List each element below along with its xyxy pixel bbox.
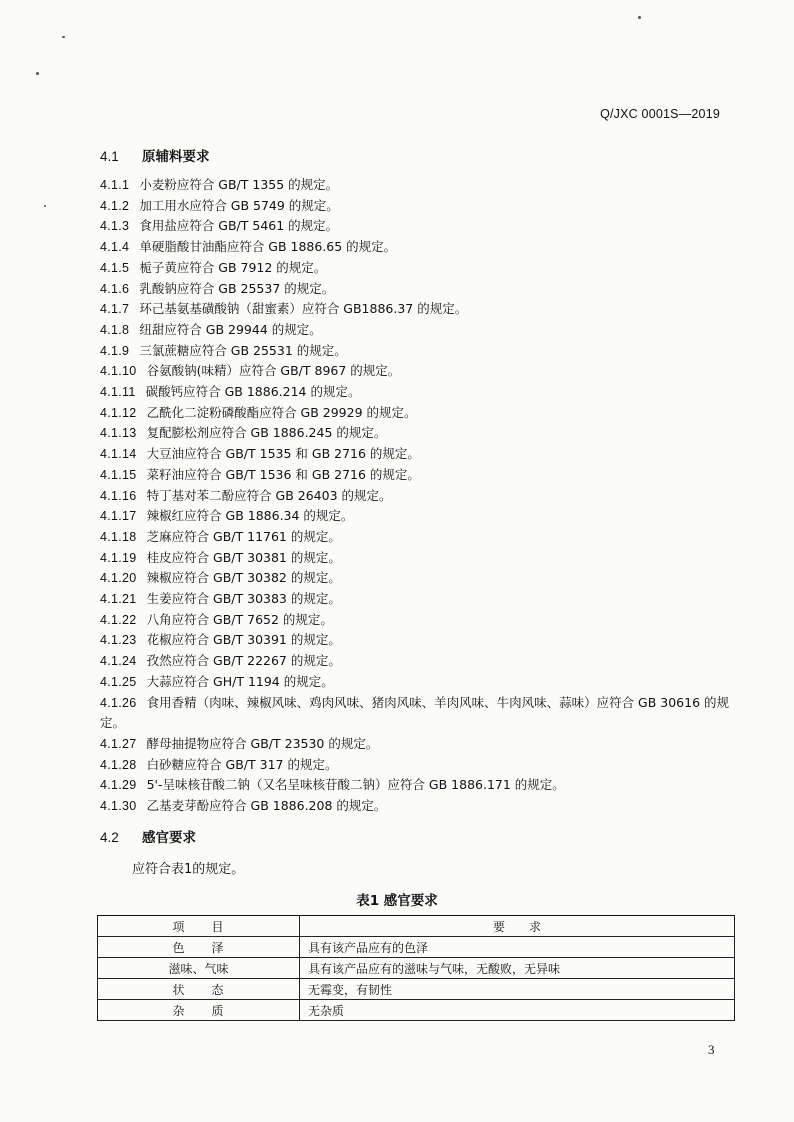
document-code: Q/JXC 0001S—2019 — [600, 107, 720, 121]
section-title: 原辅料要求 — [142, 149, 210, 165]
list-item: 4.1.17 辣椒红应符合 GB 1886.34 的规定。 — [100, 508, 354, 524]
column-header-requirement: 要 求 — [300, 916, 735, 937]
list-item: 4.1.4 单硬脂酸甘油酯应符合 GB 1886.65 的规定。 — [100, 239, 397, 255]
list-item: 4.1.11 碳酸钙应符合 GB 1886.214 的规定。 — [100, 384, 361, 400]
table-row — [98, 937, 735, 958]
table-cell: 具有该产品应有的滋味与气味，无酸败，无异味 — [300, 958, 735, 979]
table-cell: 色 泽 — [98, 937, 300, 958]
table-caption: 表1 感官要求 — [356, 893, 438, 909]
table-cell: 滋味、气味 — [98, 958, 300, 979]
scan-speck — [62, 36, 65, 38]
list-item: 4.1.7 环己基氨基磺酸钠（甜蜜素）应符合 GB1886.37 的规定。 — [100, 301, 468, 317]
list-item: 4.1.26 食用香精（肉味、辣椒风味、鸡肉风味、猪肉风味、羊肉风味、牛肉风味、蒜味）应符合 GB 30616 的规定。 — [100, 694, 730, 731]
section-number: 4.2 — [100, 830, 119, 845]
list-item: 4.1.21 生姜应符合 GB/T 30383 的规定。 — [100, 591, 341, 607]
scan-speck — [36, 72, 39, 75]
raw-material-list — [100, 175, 740, 817]
table-row — [98, 979, 735, 1000]
table-cell: 无杂质 — [300, 1000, 735, 1021]
list-item: 4.1.19 桂皮应符合 GB/T 30381 的规定。 — [100, 549, 341, 565]
list-item: 4.1.14 大豆油应符合 GB/T 1535 和 GB 2716 的规定。 — [100, 446, 420, 462]
list-item: 4.1.23 花椒应符合 GB/T 30391 的规定。 — [100, 632, 341, 648]
list-item: 4.1.10 谷氨酸钠(味精）应符合 GB/T 8967 的规定。 — [100, 363, 401, 379]
page-number: 3 — [708, 1042, 715, 1057]
section-number: 4.1 — [100, 149, 119, 164]
sensory-intro-text: 应符合表1的规定。 — [132, 862, 245, 877]
table-cell: 杂 质 — [98, 1000, 300, 1021]
list-item: 4.1.5 栀子黄应符合 GB 7912 的规定。 — [100, 259, 327, 275]
sensory-requirements-table — [97, 915, 735, 1021]
list-item: 4.1.28 白砂糖应符合 GB/T 317 的规定。 — [100, 756, 338, 772]
list-item: 4.1.13 复配膨松剂应符合 GB 1886.245 的规定。 — [100, 425, 387, 441]
list-item: 4.1.24 孜然应符合 GB/T 22267 的规定。 — [100, 653, 341, 669]
section-heading-raw-materials — [100, 145, 210, 165]
list-item: 4.1.15 菜籽油应符合 GB/T 1536 和 GB 2716 的规定。 — [100, 466, 420, 482]
list-item: 4.1.27 酵母抽提物应符合 GB/T 23530 的规定。 — [100, 735, 379, 751]
column-header-item: 项 目 — [98, 916, 300, 937]
section-heading-sensory — [100, 826, 196, 846]
list-item: 4.1.12 乙酰化二淀粉磷酸酯应符合 GB 29929 的规定。 — [100, 404, 417, 420]
table-row — [98, 958, 735, 979]
list-item: 4.1.30 乙基麦芽酚应符合 GB 1886.208 的规定。 — [100, 798, 387, 814]
list-item: 4.1.1 小麦粉应符合 GB/T 1355 的规定。 — [100, 177, 339, 192]
list-item: 4.1.16 特丁基对苯二酚应符合 GB 26403 的规定。 — [100, 487, 392, 503]
list-item: 4.1.29 5'-呈味核苷酸二钠（又名呈味核苷酸二钠）应符合 GB 1886.171 的规定。 — [100, 777, 565, 793]
section-title: 感官要求 — [142, 830, 196, 846]
list-item: 4.1.8 纽甜应符合 GB 29944 的规定。 — [100, 321, 322, 337]
list-item: 4.1.22 八角应符合 GB/T 7652 的规定。 — [100, 611, 333, 627]
table-cell: 状 态 — [98, 979, 300, 1000]
list-item: 4.1.6 乳酸钠应符合 GB 25537 的规定。 — [100, 280, 335, 296]
table-cell: 无霉变，有韧性 — [300, 979, 735, 1000]
scan-speck — [638, 16, 641, 19]
scan-speck — [44, 205, 46, 207]
list-item: 4.1.18 芝麻应符合 GB/T 11761 的规定。 — [100, 528, 341, 544]
list-item: 4.1.25 大蒜应符合 GH/T 1194 的规定。 — [100, 673, 334, 689]
table-cell: 具有该产品应有的色泽 — [300, 937, 735, 958]
list-item: 4.1.2 加工用水应符合 GB 5749 的规定。 — [100, 197, 339, 213]
table-row — [98, 1000, 735, 1021]
list-item: 4.1.9 三氯蔗糖应符合 GB 25531 的规定。 — [100, 342, 347, 358]
table-header-row — [98, 916, 735, 937]
list-item: 4.1.20 辣椒应符合 GB/T 30382 的规定。 — [100, 570, 341, 586]
list-item: 4.1.3 食用盐应符合 GB/T 5461 的规定。 — [100, 218, 339, 234]
